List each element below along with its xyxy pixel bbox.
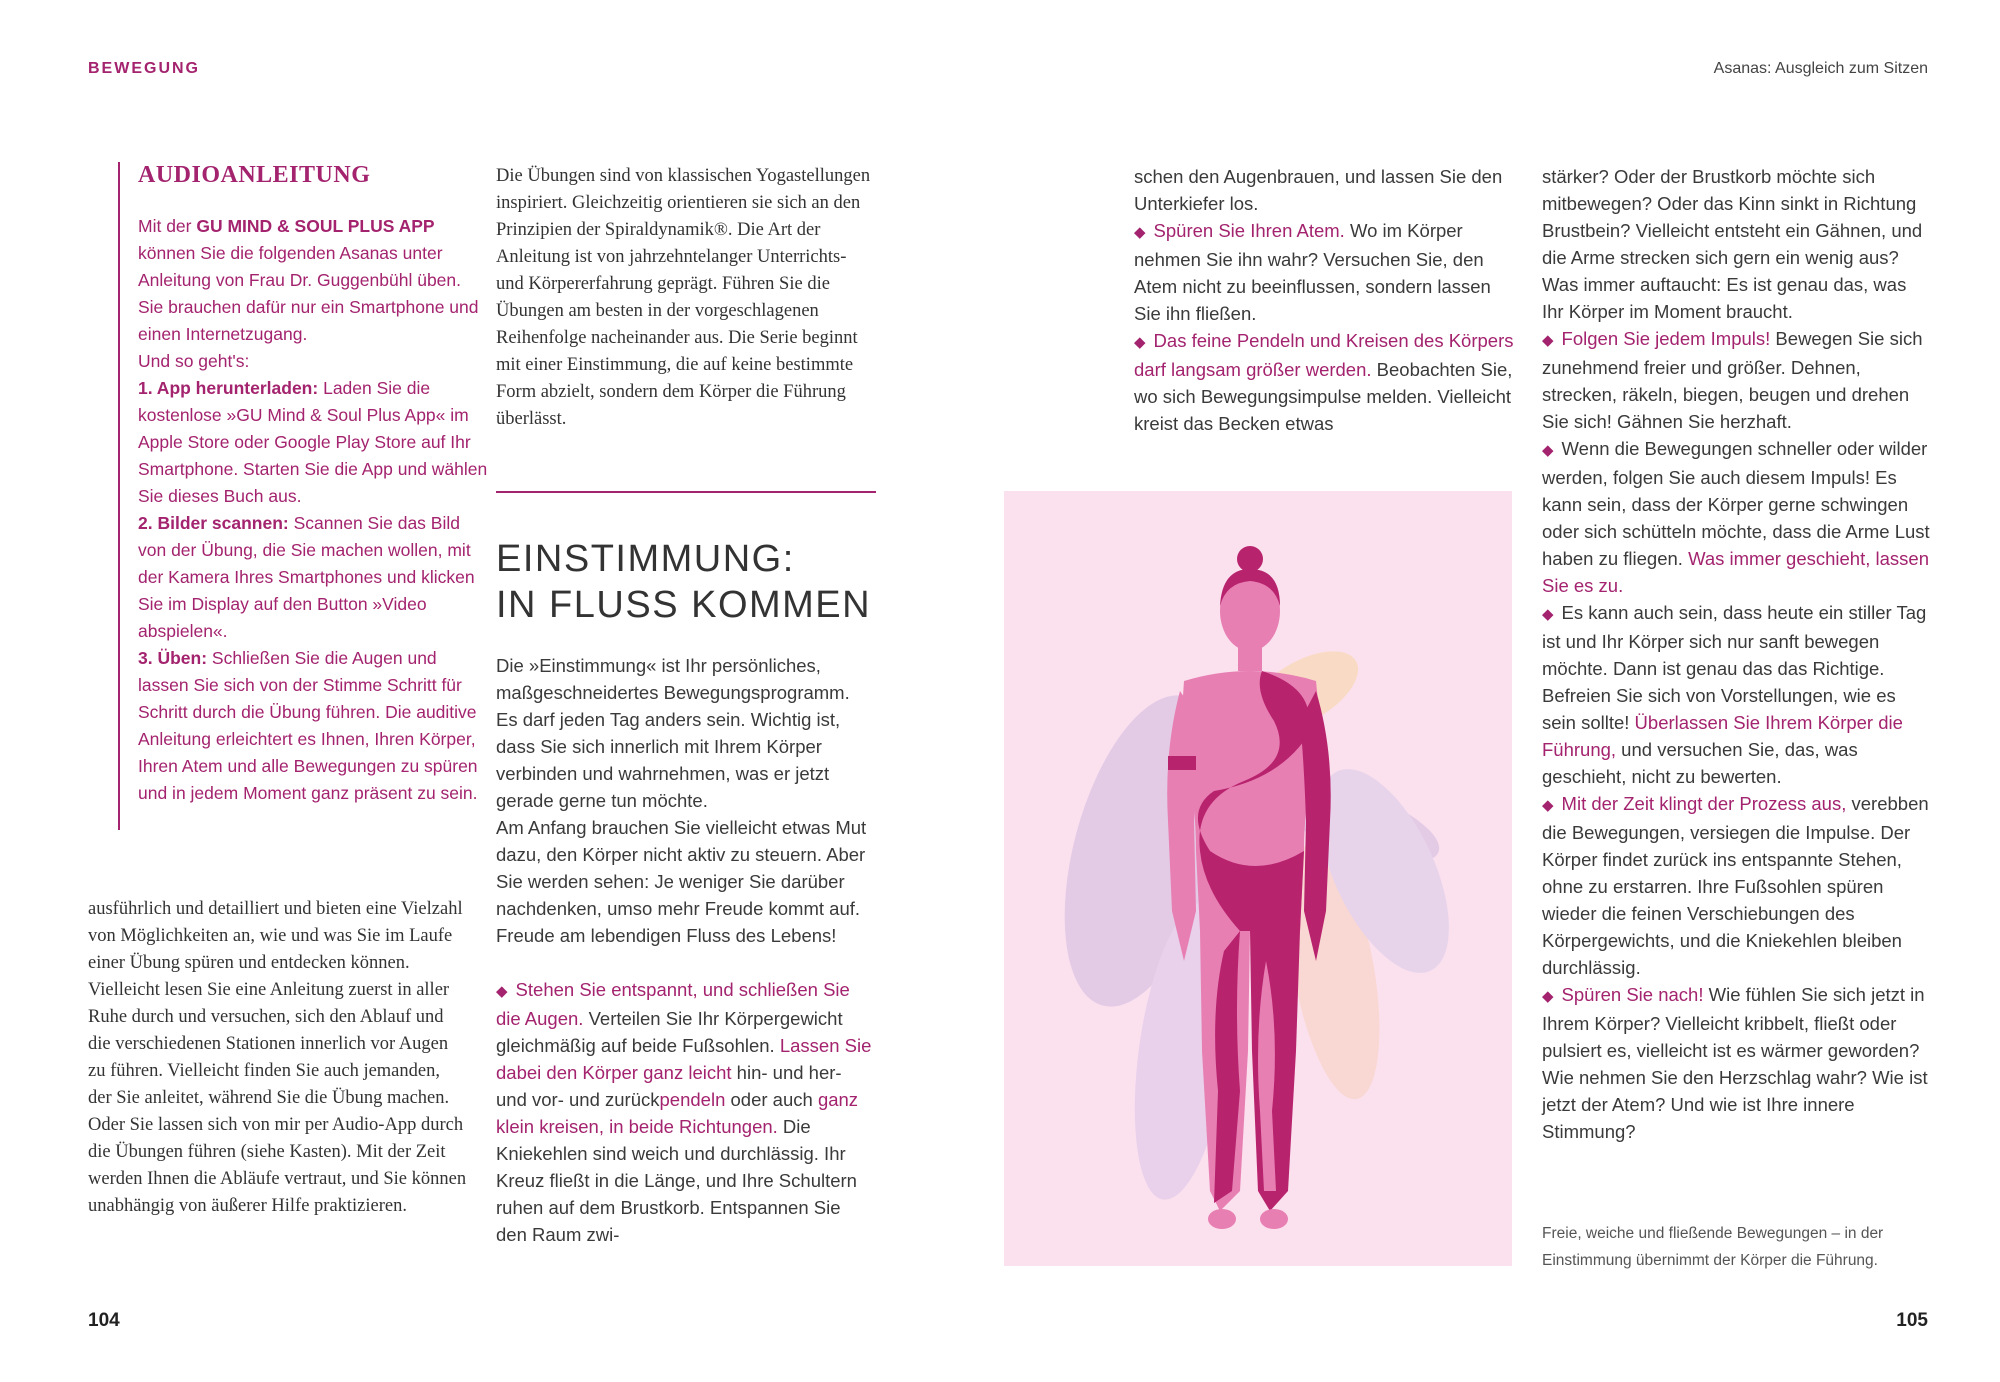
audio-guide-intro [138,213,488,348]
section-heading [496,536,896,628]
step-text: oder auch [725,1089,818,1110]
step-text: Es kann auch sein, dass heute ein stiller Tag ist und Ihr Körper sich nur sanft bewegen möchte. Dann ist genau das das Richtige. Befreien Sie sich von Vorstellungen, wie es sein sollte! [1542,602,1927,733]
running-head-section: BEWEGUNG [88,60,200,77]
diamond-bullet-icon: ◆ [1542,442,1554,459]
step-highlight: Mit der Zeit klingt der Prozess aus, [1561,793,1847,814]
instruction-step [1542,981,1932,1145]
step-highlight: pendeln [659,1089,726,1110]
step-1-label: 1. App herunterladen: [138,378,319,398]
body-paragraph: Die Übungen sind von klassischen Yogastellungen inspiriert. Gleichzeitig orientieren sie sich an den Prinzipien der Spiraldynamik®. Die Art der Anleitung ist von jahrzehntelanger Unterrichts- und Körpererfahrung geprägt. Führen Sie die Übungen am besten in der vorgeschlagenen Reihenfolge nacheinander aus. Die Serie beginnt mit einer Einstimmung, die auf keine bestimmte Form abzielt, sondern dem Körper die Führung überlässt. [496,166,871,429]
column-4-body [1542,163,1932,1145]
audio-guide-title: AUDIOANLEITUNG [138,162,371,188]
body-paragraph: schen den Augenbrauen, und lassen Sie den Unterkiefer los. [1134,166,1503,214]
instruction-step [1542,790,1932,981]
step-text: verebben die Bewegungen, versiegen die Impulse. Der Körper findet zurück ins entspannte Stehen, ohne zu erstarren. Ihre Fußsohlen spüren wieder die feinen Verschiebungen des Körpergewichts, und die Kniekehlen bleiben durchlässig. [1542,793,1929,978]
step-highlight: Überlassen Sie Ihrem Körper die Führung, [1542,712,1903,760]
audio-guide-step-1 [138,375,488,510]
step-highlight: Stehen Sie entspannt, und schließen Sie die Augen. [496,979,850,1029]
page-number-right: 105 [1896,1310,1928,1331]
section-heading-line-2: IN FLUSS KOMMEN [496,584,872,626]
step-text: Verteilen Sie Ihr Körpergewicht gleichmäßig auf beide Fußsohlen. [496,1008,843,1056]
diamond-bullet-icon: ◆ [496,983,508,1000]
instruction-step [1134,327,1514,437]
step-1-text: Laden Sie die kostenlose »GU Mind & Soul Plus App« im Apple Store oder Google Play Store auf Ihr Smartphone. Starten Sie die App und wählen Sie dieses Buch aus. [138,378,488,506]
column-1-body [88,896,468,1220]
step-text: und versuchen Sie, das, was geschieht, nicht zu bewerten. [1542,739,1858,787]
step-text: Wo im Körper nehmen Sie ihn wahr? Versuchen Sie, den Atem nicht zu beeinflussen, sondern lassen Sie ihn fließen. [1134,220,1491,324]
diamond-bullet-icon: ◆ [1542,797,1554,814]
diamond-bullet-icon: ◆ [1134,224,1146,241]
step-text: Die Kniekehlen sind weich und durchlässig. Ihr Kreuz fließt in die Länge, und Ihre Schultern ruhen auf dem Brustkorb. Entspannen Sie den Raum zwi- [496,1116,857,1245]
app-name: GU MIND & SOUL PLUS APP [196,216,435,236]
figure-caption: Freie, weiche und fließende Bewegungen – in der Einstimmung übernimmt der Körper die Führung. [1542,1225,1884,1269]
section-divider [496,491,876,493]
step-highlight: Lassen Sie dabei den Körper ganz leicht [496,1035,872,1083]
diamond-bullet-icon: ◆ [1542,988,1554,1005]
step-text: Bewegen Sie sich zunehmend freier und größer. Dehnen, strecken, räkeln, biegen, beugen und drehen Sie sich! Gähnen Sie herzhaft. [1542,328,1923,432]
step-2-text: Scannen Sie das Bild von der Übung, die Sie machen wollen, mit der Kamera Ihres Smartphones und klicken Sie im Display auf den Button »Video abspielen«. [138,513,475,641]
yoga-figure-illustration [1004,491,1512,1266]
body-paragraph: Die »Einstimmung« ist Ihr persönliches, maßgeschneidertes Bewegungsprogramm. Es darf jeden Tag anders sein. Wichtig ist, dass Sie sich innerlich mit Ihrem Körper verbinden und wahrnehmen, was er jetzt gerade gerne tun möchte. [496,655,850,811]
audio-guide-box [118,162,488,830]
diamond-bullet-icon: ◆ [1542,606,1554,623]
diamond-bullet-icon: ◆ [1134,334,1146,351]
instruction-step [1134,217,1514,327]
intro-text-2: können Sie die folgenden Asanas unter Anleitung von Frau Dr. Guggenbühl üben. Sie brauchen dafür nur ein Smartphone und einen Internetzugang. [138,243,479,344]
body-paragraph: ausführlich und detailliert und bieten eine Vielzahl von Möglichkeiten an, wie und was Sie im Laufe einer Übung spüren und entdecken können. [88,899,463,973]
step-highlight: Was immer geschieht, lassen Sie es zu. [1542,548,1929,596]
body-paragraph: Vielleicht lesen Sie eine Anleitung zuerst in aller Ruhe durch und versuchen, sich den Ablauf und die verschiedenen Stationen innerlich vor Augen zu führen. Vielleicht finden Sie auch jemanden, der Sie anleitet, während Sie die Übung machen. Oder Sie lassen sich von mir per Audio-App durch die Übungen führen (siehe Kasten). Mit der Zeit werden Ihnen die Abläufe vertraut, und Sie können unabhängig von äußerer Hilfe praktizieren. [88,980,467,1216]
step-2-label: 2. Bilder scannen: [138,513,289,533]
step-highlight: ganz klein kreisen, in beide Richtungen. [496,1089,859,1137]
step-highlight: Spüren Sie Ihren Atem. [1153,220,1345,241]
step-text: Wie fühlen Sie sich jetzt in Ihrem Körper? Vielleicht kribbelt, fließt oder pulsiert es, vielleicht ist es wärmer geworden? Wie nehmen Sie den Herzschlag wahr? Wie ist jetzt der Atem? Und wie ist Ihre innere Stimmung? [1542,984,1928,1142]
page-number-left: 104 [88,1310,120,1331]
column-3-body [1134,163,1514,437]
instruction-step [1542,325,1932,435]
step-highlight: Spüren Sie nach! [1561,984,1704,1005]
audio-guide-step-2 [138,510,488,645]
column-2-body [496,652,876,1248]
audio-guide-howto: Und so geht's: [138,351,250,371]
diamond-bullet-icon: ◆ [1542,332,1554,349]
audio-guide-step-3 [138,645,488,807]
step-text: Wenn die Bewegungen schneller oder wilder werden, folgen Sie auch diesem Impuls! Es kann sein, dass der Körper gerne schwingen oder sich schütteln möchte, dass die Arme Lust haben zu fliegen. [1542,438,1930,569]
running-head-chapter: Asanas: Ausgleich zum Sitzen [1713,60,1928,77]
column-2-intro [496,163,876,433]
step-3-text: Schließen Sie die Augen und lassen Sie sich von der Stimme Schritt für Schritt durch die Übung führen. Die auditive Anleitung erleichtert es Ihnen, Ihren Körper, Ihren Atem und alle Bewegungen zu spüren und in jedem Moment ganz präsent zu sein. [138,648,478,803]
section-heading-line-1: EINSTIMMUNG: [496,538,795,580]
step-text: hin- und her- und vor- und zurück [496,1062,842,1110]
step-3-label: 3. Üben: [138,648,208,668]
step-text: Beobachten Sie, wo sich Bewegungsimpulse melden. Vielleicht kreist das Becken etwas [1134,359,1513,434]
intro-text: Mit der [138,216,197,236]
instruction-step [1542,599,1932,790]
instruction-step [1542,435,1932,599]
step-highlight: Folgen Sie jedem Impuls! [1561,328,1771,349]
body-paragraph: stärker? Oder der Brustkorb möchte sich mitbewegen? Oder das Kinn sinkt in Richtung Brustbein? Vielleicht entsteht ein Gähnen, und die Arme strecken sich gern ein wenig aus? Was immer auftaucht: Es ist genau das, was Ihr Körper im Moment braucht. [1542,166,1923,322]
step-highlight: Das feine Pendeln und Kreisen des Körpers darf langsam größer werden. [1134,330,1514,380]
flowing-body-illustration [1004,491,1512,1266]
body-paragraph: Am Anfang brauchen Sie vielleicht etwas Mut dazu, den Körper nicht aktiv zu steuern. Aber Sie werden sehen: Je weniger Sie darüber nachdenken, umso mehr Freude kommt auf. Freude am lebendigen Fluss des Lebens! [496,817,867,946]
instruction-step [496,976,876,1248]
